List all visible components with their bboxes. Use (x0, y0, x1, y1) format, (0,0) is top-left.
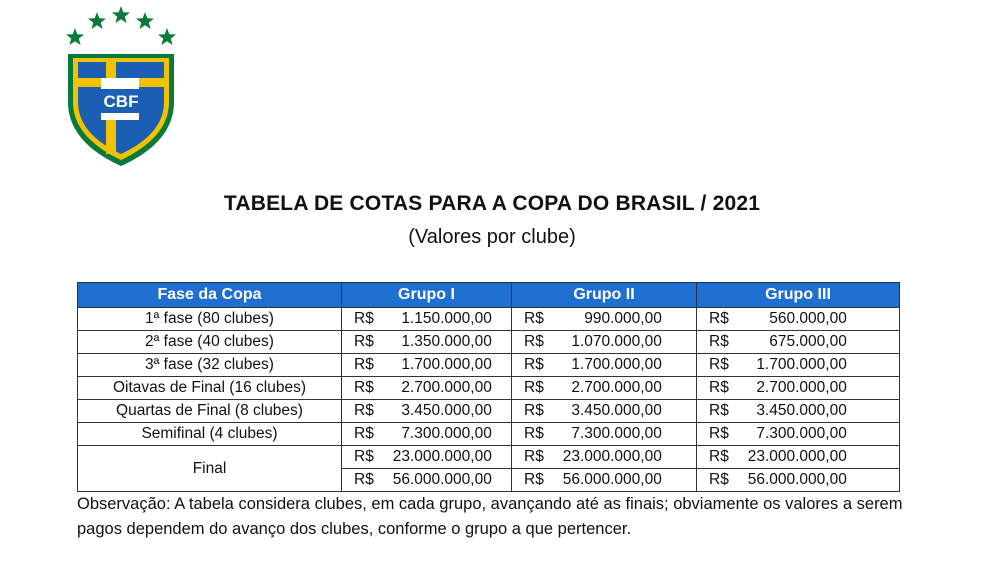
grupo-3-cell (697, 400, 900, 423)
grupo-1-cell (342, 308, 512, 331)
currency-label: R$ (354, 402, 374, 419)
header-grupo-2: Grupo II (512, 283, 697, 308)
currency-label: R$ (524, 379, 544, 396)
page-subtitle: (Valores por clube) (408, 226, 576, 248)
amount-value: 1.700.000,00 (571, 356, 662, 373)
grupo-2-cell (512, 377, 697, 400)
grupo-1-cell (342, 331, 512, 354)
table-row (78, 400, 900, 423)
currency-label: R$ (524, 333, 544, 350)
grupo-3-cell (697, 308, 900, 331)
grupo-3-cell (697, 354, 900, 377)
stars-icon (66, 6, 176, 45)
currency-label: R$ (524, 425, 544, 442)
amount-value: 23.000.000,00 (747, 448, 847, 465)
amount-value: 56.000.000,00 (562, 471, 662, 488)
currency-label: R$ (709, 402, 729, 419)
table-row (78, 377, 900, 400)
amount-value: 7.300.000,00 (401, 425, 492, 442)
fase-cell: Oitavas de Final (16 clubes) (78, 377, 342, 400)
page-title: TABELA DE COTAS PARA A COPA DO BRASIL / 2021 (223, 192, 761, 215)
currency-label: R$ (354, 448, 374, 465)
grupo-3-cell (697, 446, 900, 469)
observacao-note: Observação: A tabela considera clubes, em cada grupo, avançando até as finais; obviamente os valores a serem pagos dependem do avanço dos clubes, conforme o grupo a que pertencer. (77, 495, 903, 538)
currency-label: R$ (354, 379, 374, 396)
grupo-3-cell (697, 331, 900, 354)
grupo-1-cell (342, 423, 512, 446)
currency-label: R$ (524, 402, 544, 419)
grupo-2-cell (512, 308, 697, 331)
currency-label: R$ (354, 425, 374, 442)
header-grupo-3: Grupo III (697, 283, 900, 308)
amount-value: 2.700.000,00 (756, 379, 847, 396)
svg-text:CBF: CBF (103, 92, 139, 111)
currency-label: R$ (354, 310, 374, 327)
amount-value: 3.450.000,00 (401, 402, 492, 419)
grupo-2-cell (512, 423, 697, 446)
currency-label: R$ (709, 425, 729, 442)
grupo-1-cell (342, 377, 512, 400)
fase-cell: Quartas de Final (8 clubes) (78, 400, 342, 423)
grupo-2-cell (512, 354, 697, 377)
amount-value: 1.070.000,00 (571, 333, 662, 350)
currency-label: R$ (524, 471, 544, 488)
currency-label: R$ (354, 333, 374, 350)
amount-value: 1.150.000,00 (401, 310, 492, 327)
grupo-1-cell (342, 469, 512, 492)
amount-value: 3.450.000,00 (571, 402, 662, 419)
grupo-2-cell (512, 331, 697, 354)
table-row-final (78, 446, 900, 469)
amount-value: 23.000.000,00 (392, 448, 492, 465)
amount-value: 56.000.000,00 (747, 471, 847, 488)
fase-cell: 1ª fase (80 clubes) (78, 308, 342, 331)
currency-label: R$ (709, 310, 729, 327)
grupo-2-cell (512, 469, 697, 492)
table-row (78, 423, 900, 446)
currency-label: R$ (709, 448, 729, 465)
amount-value: 990.000,00 (584, 310, 662, 327)
fase-cell: 3ª fase (32 clubes) (78, 354, 342, 377)
amount-value: 1.350.000,00 (401, 333, 492, 350)
cbf-logo (62, 6, 180, 170)
table-row (78, 354, 900, 377)
grupo-2-cell (512, 400, 697, 423)
shield-icon (68, 54, 174, 166)
currency-label: R$ (524, 448, 544, 465)
cotas-table (77, 282, 900, 492)
amount-value: 23.000.000,00 (562, 448, 662, 465)
currency-label: R$ (354, 356, 374, 373)
fase-cell-final: Final (78, 446, 342, 492)
amount-value: 1.700.000,00 (756, 356, 847, 373)
grupo-1-cell (342, 354, 512, 377)
amount-value: 7.300.000,00 (571, 425, 662, 442)
currency-label: R$ (524, 310, 544, 327)
currency-label: R$ (524, 356, 544, 373)
fase-cell: Semifinal (4 clubes) (78, 423, 342, 446)
grupo-3-cell (697, 377, 900, 400)
currency-label: R$ (709, 333, 729, 350)
amount-value: 7.300.000,00 (756, 425, 847, 442)
grupo-1-cell (342, 400, 512, 423)
header-fase: Fase da Copa (78, 283, 342, 308)
fase-cell: 2ª fase (40 clubes) (78, 331, 342, 354)
grupo-2-cell (512, 446, 697, 469)
grupo-3-cell (697, 469, 900, 492)
table-row (78, 331, 900, 354)
amount-value: 2.700.000,00 (571, 379, 662, 396)
table-header-row (78, 283, 900, 308)
currency-label: R$ (354, 471, 374, 488)
header-grupo-1: Grupo I (342, 283, 512, 308)
amount-value: 2.700.000,00 (401, 379, 492, 396)
currency-label: R$ (709, 471, 729, 488)
currency-label: R$ (709, 379, 729, 396)
currency-label: R$ (709, 356, 729, 373)
grupo-3-cell (697, 423, 900, 446)
amount-value: 1.700.000,00 (401, 356, 492, 373)
amount-value: 56.000.000,00 (392, 471, 492, 488)
amount-value: 675.000,00 (769, 333, 847, 350)
amount-value: 3.450.000,00 (756, 402, 847, 419)
amount-value: 560.000,00 (769, 310, 847, 327)
table-row (78, 308, 900, 331)
grupo-1-cell (342, 446, 512, 469)
